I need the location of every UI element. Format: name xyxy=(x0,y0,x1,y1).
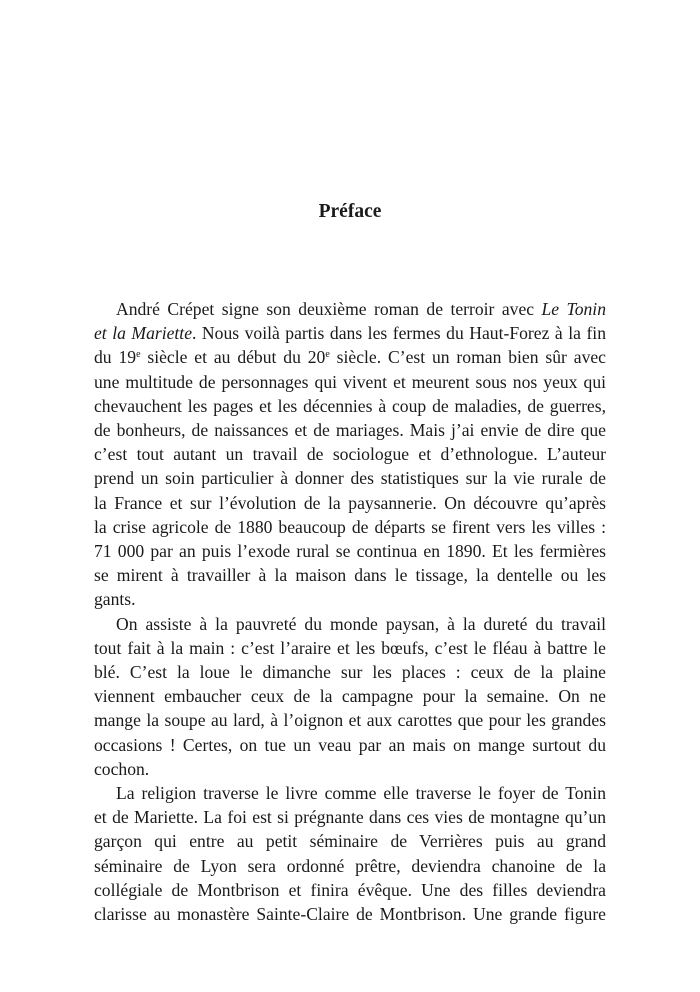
text-segment: André Crépet signe son deuxième roman de terroir avec xyxy=(116,299,542,319)
text-line xyxy=(94,321,606,345)
text-segment: du 19 xyxy=(94,347,137,368)
paragraph-2 xyxy=(94,612,606,781)
text-line: et de Mariette. La foi est si prégnante dans ces vies de montagne qu’un xyxy=(94,807,606,828)
book-title-italic: et la Mariette xyxy=(94,323,193,344)
page-title: Préface xyxy=(318,201,382,222)
text-line: gants. xyxy=(94,589,136,610)
text-line: la crise agricole de 1880 beaucoup de départs se firent vers les villes : xyxy=(94,516,606,537)
text-segment: . Nous voilà partis dans les fermes du Haut-Forez à la fin xyxy=(192,323,606,344)
text-line: 71 000 par an puis l’exode rural se continua en 1890. Et les fermières xyxy=(94,541,606,562)
text-line: la France et sur l’évolution de la paysannerie. On découvre qu’après xyxy=(94,492,606,513)
text-line: se mirent à travailler à la maison dans le tissage, la dentelle ou les xyxy=(94,565,606,586)
body-text xyxy=(94,297,606,926)
text-line: clarisse au monastère Sainte-Claire de Montbrison. Une grande figure xyxy=(94,904,606,925)
text-line: blé. C’est la loue le dimanche sur les places : ceux de la plaine xyxy=(94,662,606,683)
text-line: cochon. xyxy=(94,758,150,779)
text-line: prend un soin particulier à donner des statistiques sur la vie rurale de xyxy=(94,468,606,489)
text-segment: siècle et au début du 20 xyxy=(140,347,326,368)
book-title-italic: Le Tonin xyxy=(541,299,606,319)
text-line: viennent embaucher ceux de la campagne pour la semaine. On ne xyxy=(94,686,606,707)
text-line: collégiale de Montbrison et finira évêque. Une des filles deviendra xyxy=(94,879,606,900)
text-line: séminaire de Lyon sera ordonné prêtre, deviendra chanoine de la xyxy=(94,855,606,876)
text-line: occasions ! Certes, on tue un veau par an mais on mange surtout du xyxy=(94,734,606,755)
paragraph-3 xyxy=(94,781,606,926)
text-line: de bonheurs, de naissances et de mariages. Mais j’ai envie de dire que xyxy=(94,420,606,441)
text-line xyxy=(94,297,606,321)
text-line: La religion traverse le livre comme elle traverse le foyer de Tonin xyxy=(116,783,606,804)
text-line: chevauchent les pages et les décennies à coup de maladies, de guerres, xyxy=(94,395,606,416)
text-line: c’est tout autant un travail de sociologue et d’ethnologue. L’auteur xyxy=(94,444,606,465)
text-line: On assiste à la pauvreté du monde paysan, à la dureté du travail xyxy=(116,613,606,634)
superscript: e xyxy=(136,349,141,361)
text-line: garçon qui entre au petit séminaire de Verrières puis au grand xyxy=(94,831,606,852)
text-line: mange la soupe au lard, à l’oignon et aux carottes que pour les grandes xyxy=(94,710,606,731)
text-line xyxy=(94,345,606,369)
paragraph-1 xyxy=(94,297,606,612)
text-segment: siècle. C’est un roman bien sûr avec xyxy=(329,347,606,368)
text-line: tout fait à la main : c’est l’araire et les bœufs, c’est le fléau à battre le xyxy=(94,637,606,658)
text-line: une multitude de personnages qui vivent et meurent sous nos yeux qui xyxy=(94,371,606,392)
superscript: e xyxy=(325,349,330,361)
